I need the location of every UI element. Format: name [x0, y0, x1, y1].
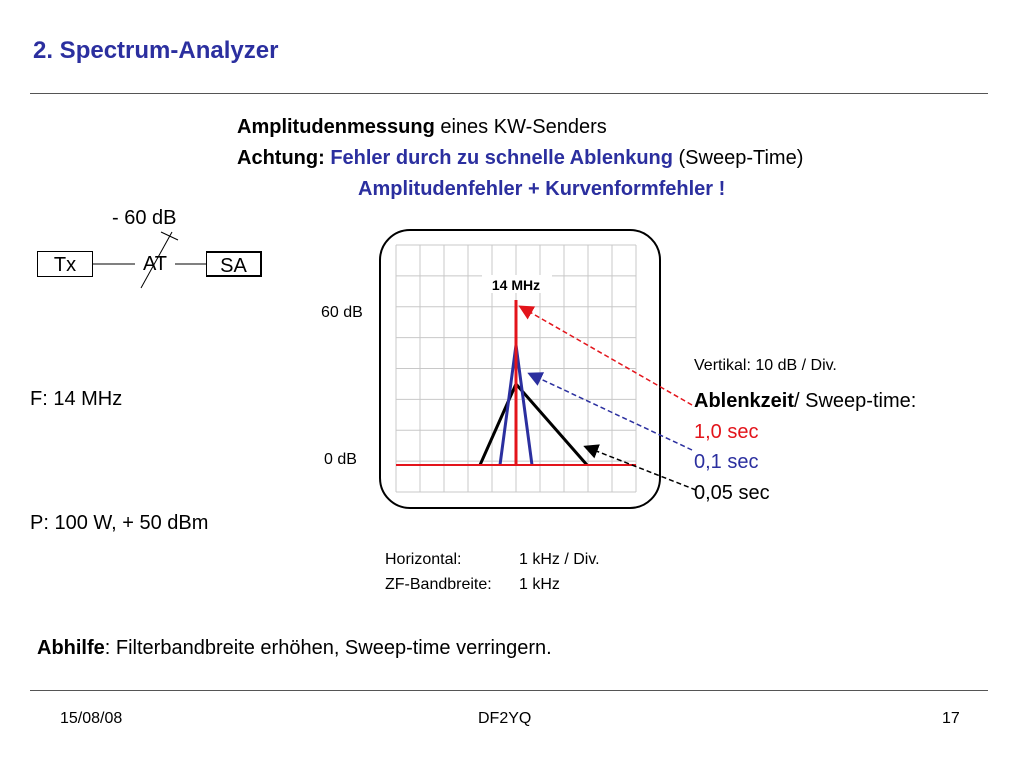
sweep-time-rest: / Sweep-time:: [794, 390, 917, 412]
level-0db: 0 dB: [324, 451, 357, 468]
footer-page-number: 17: [942, 710, 960, 727]
title-divider: [30, 93, 988, 94]
header-line-2-rest: (Sweep-Time): [672, 147, 804, 169]
attenuation-label: - 60 dB: [112, 207, 177, 229]
freq-label: 14 MHz: [491, 277, 541, 293]
footer-author: DF2YQ: [478, 710, 532, 727]
if-bandwidth-value: 1 kHz: [519, 576, 560, 593]
header-line-2-blue: Fehler durch zu schnelle Ablenkung: [324, 147, 673, 169]
sweep-time-heading: [694, 390, 916, 413]
attenuator-tick: [161, 232, 178, 240]
frequency-label: F: 14 MHz: [30, 388, 123, 410]
tx-box: Tx: [37, 251, 93, 277]
horizontal-label: Horizontal:: [385, 551, 462, 568]
vertical-scale-label: Vertikal: 10 dB / Div.: [694, 357, 837, 374]
page-title: 2. Spectrum-Analyzer: [33, 37, 279, 64]
power-label: P: 100 W, + 50 dBm: [30, 512, 209, 534]
arrow-0-05sec: [586, 447, 696, 490]
sweep-0-05sec: 0,05 sec: [694, 482, 770, 504]
arrow-0-1sec: [530, 374, 692, 450]
header-line-1-bold: Amplitudenmessung: [237, 116, 435, 138]
header-line-1: [237, 116, 607, 139]
footer-divider: [30, 690, 988, 691]
if-bandwidth-label: ZF-Bandbreite:: [385, 576, 492, 593]
horizontal-value: 1 kHz / Div.: [519, 551, 600, 568]
header-line-2: [237, 147, 803, 170]
sa-box: SA: [206, 251, 262, 277]
remedy-text: [37, 637, 552, 660]
header-line-2-bold: Achtung:: [237, 147, 325, 169]
level-60db: 60 dB: [321, 304, 363, 321]
sweep-1-0sec: 1,0 sec: [694, 421, 759, 443]
footer-date: 15/08/08: [60, 710, 123, 727]
header-line-3: Amplitudenfehler + Kurvenformfehler !: [358, 178, 726, 200]
remedy-rest: : Filterbandbreite erhöhen, Sweep-time verringern.: [104, 637, 552, 659]
remedy-bold: Abhilfe: [37, 637, 105, 659]
at-box: AT: [142, 253, 168, 275]
header-line-1-rest: eines KW-Senders: [434, 116, 607, 138]
pointer-arrows: [500, 290, 710, 505]
sweep-time-bold: Ablenkzeit: [694, 390, 795, 412]
arrow-1-0sec: [521, 307, 692, 405]
sweep-0-1sec: 0,1 sec: [694, 451, 759, 473]
